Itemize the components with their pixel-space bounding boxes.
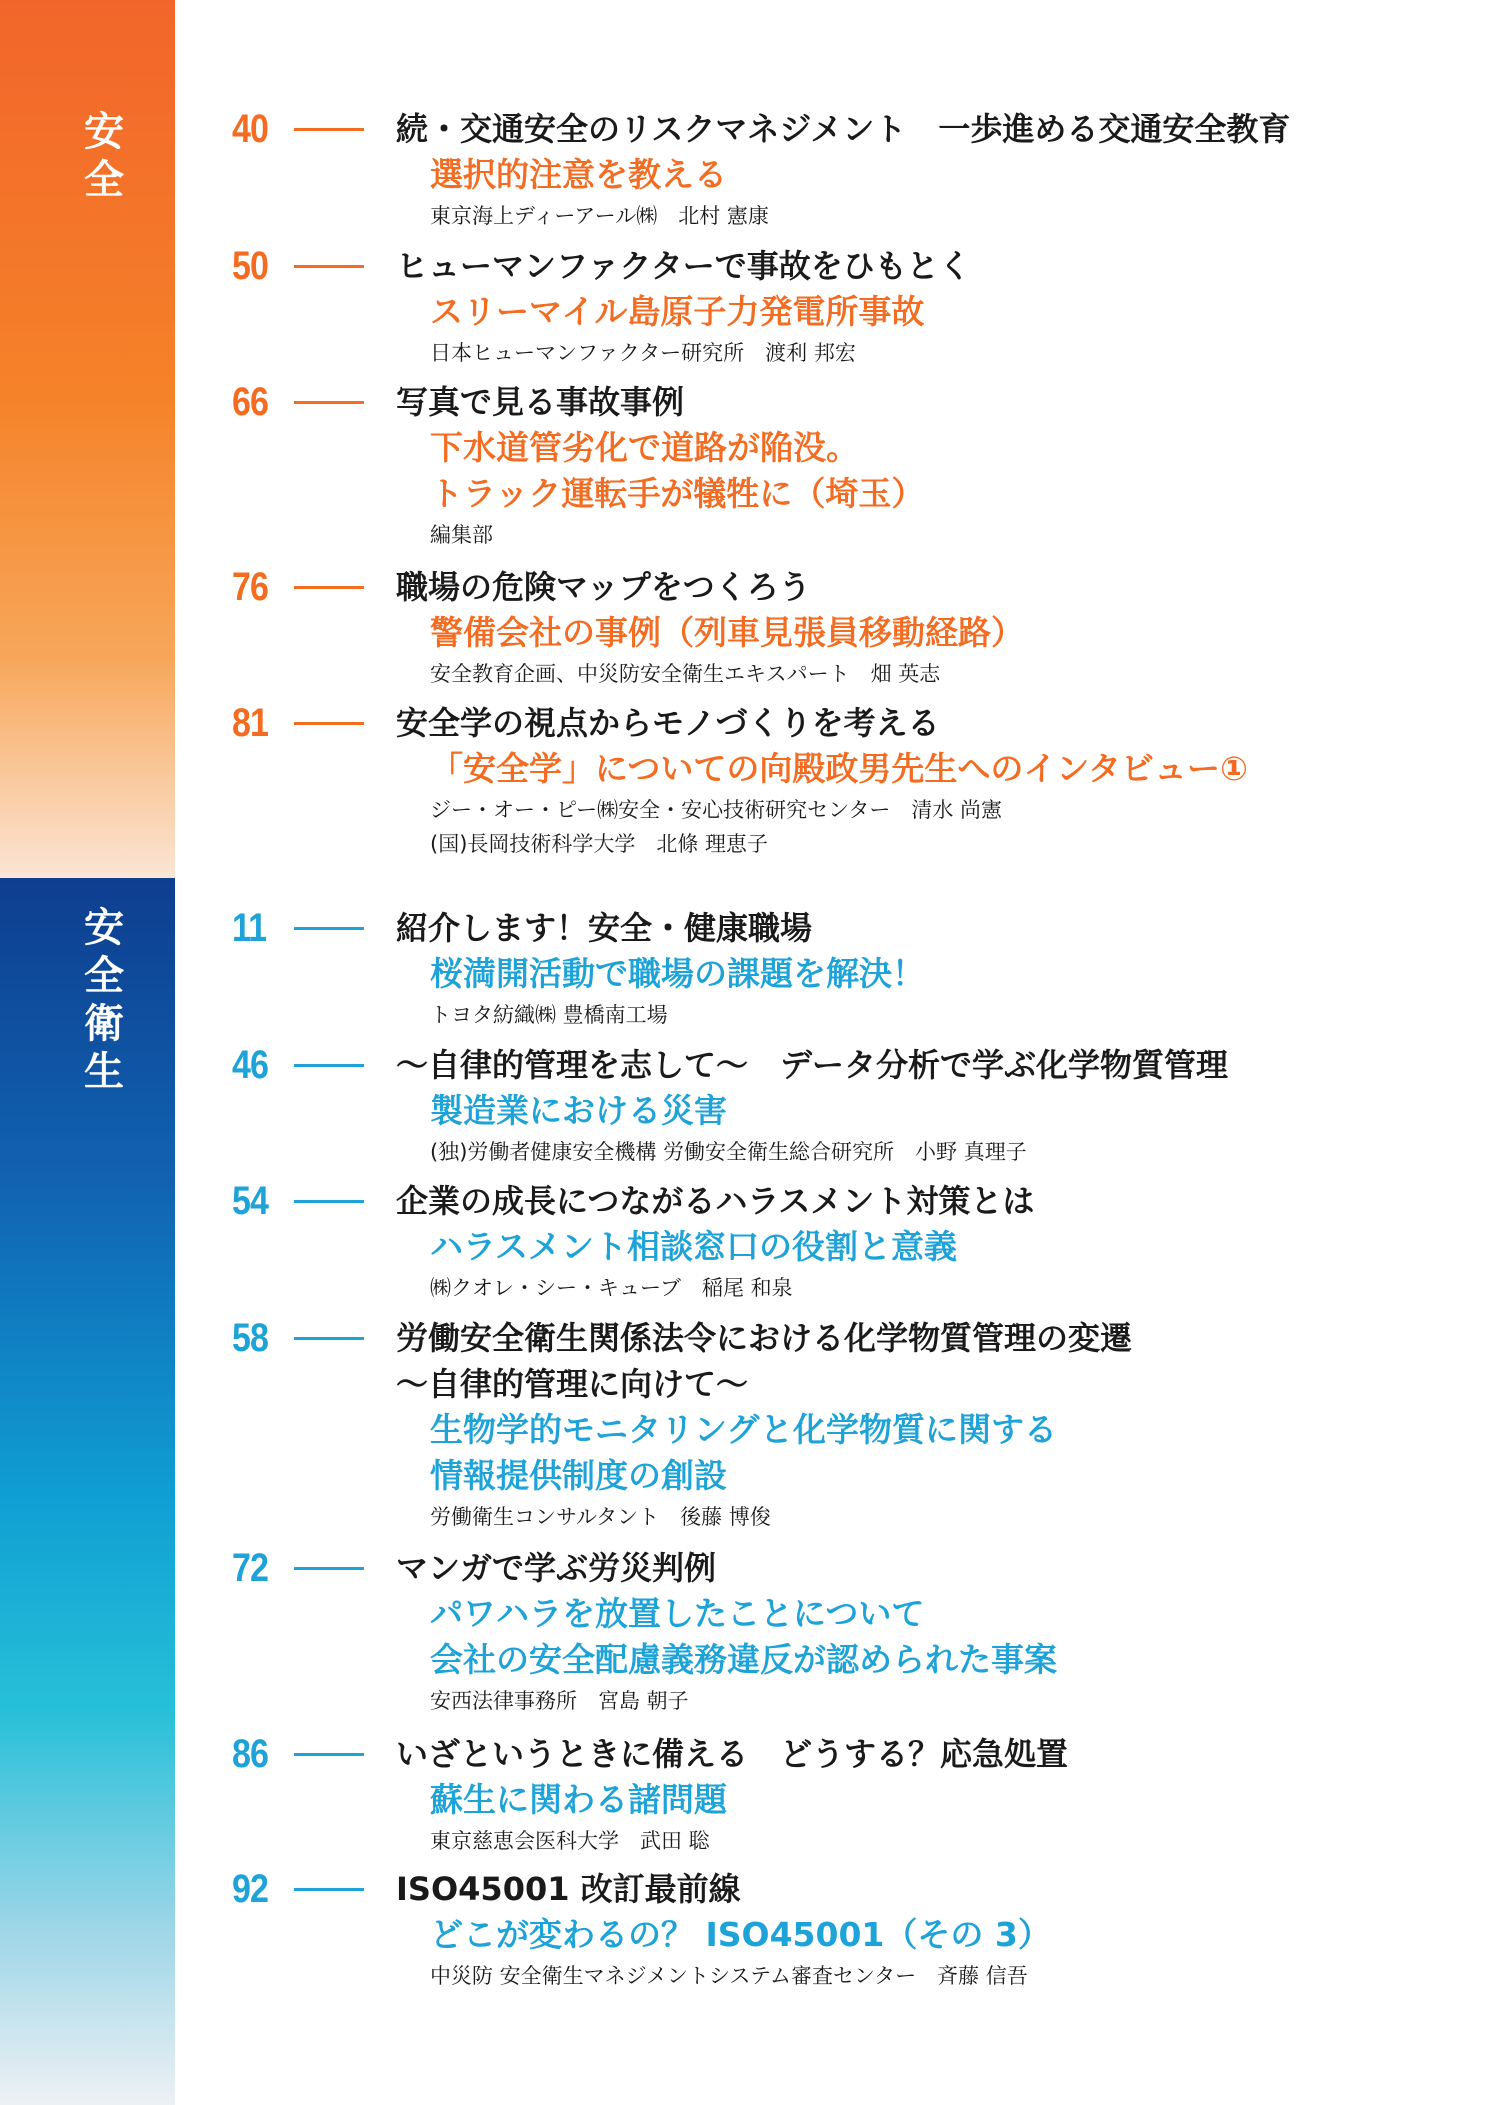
entry-text <box>396 1042 1456 1168</box>
article-headline: 情報提供制度の創設 <box>430 1456 727 1495</box>
page-number: 66 <box>232 380 269 424</box>
entry-text <box>396 106 1456 232</box>
safety-section-label: 安 全 <box>84 109 124 203</box>
article-headline: パワハラを放置したことについて <box>430 1594 925 1633</box>
article-headline: 製造業における災害 <box>430 1091 727 1130</box>
article-author: 東京海上ディーアール㈱ 北村 憲康 <box>430 204 769 228</box>
article-headline: 生物学的モニタリングと化学物質に関する <box>430 1410 1057 1449</box>
article-series-title: ヒューマンファクターで事故をひもとく <box>396 247 971 285</box>
leader-line <box>294 1337 364 1340</box>
leader-line <box>294 1888 364 1891</box>
article-headline: どこが変わるの？ ISO45001（その 3） <box>430 1915 1051 1954</box>
leader-line <box>294 128 364 131</box>
leader-line <box>294 1567 364 1570</box>
article-headline: 警備会社の事例（列車見張員移動経路） <box>430 613 1024 652</box>
article-headline: トラック運転手が犠牲に（埼玉） <box>430 474 925 513</box>
article-author: (国)長岡技術科学大学 北條 理恵子 <box>430 832 769 856</box>
page-number: 81 <box>232 701 269 745</box>
article-author: 東京慈恵会医科大学 武田 聡 <box>430 1829 710 1853</box>
article-author: ㈱クオレ・シー・キューブ 稲尾 和泉 <box>430 1276 793 1300</box>
leader-line <box>294 586 364 589</box>
article-headline: 蘇生に関わる諸問題 <box>430 1780 727 1819</box>
article-series-title: 写真で見る事故事例 <box>396 383 685 421</box>
page-number: 58 <box>232 1316 269 1360</box>
leader-line <box>294 927 364 930</box>
article-author: トヨタ紡織㈱ 豊橋南工場 <box>430 1003 668 1027</box>
leader-line <box>294 1753 364 1756</box>
page-number: 46 <box>232 1043 269 1087</box>
page-number: 40 <box>232 107 269 151</box>
leader-line <box>294 401 364 404</box>
article-author: ジー・オー・ピー㈱安全・安心技術研究センター 清水 尚憲 <box>430 798 1002 822</box>
page-number: 50 <box>232 244 269 288</box>
entry-text <box>396 700 1456 860</box>
article-author: (独)労働者健康安全機構 労働安全衛生総合研究所 小野 真理子 <box>430 1140 1027 1164</box>
leader-line <box>294 1200 364 1203</box>
article-headline: 下水道管劣化で道路が陥没。 <box>430 428 859 467</box>
article-series-title: 企業の成長につながるハラスメント対策とは <box>396 1182 1035 1220</box>
article-headline: 選択的注意を教える <box>430 155 727 194</box>
article-headline: スリーマイル島原子力発電所事故 <box>430 292 925 331</box>
article-series-title: 紹介します！安全・健康職場 <box>396 909 813 947</box>
article-author: 日本ヒューマンファクター研究所 渡利 邦宏 <box>430 341 856 365</box>
entry-text <box>396 1545 1456 1717</box>
page-number: 11 <box>232 906 267 950</box>
entry-text <box>396 1731 1456 1857</box>
entry-text <box>396 905 1456 1031</box>
article-headline: 「安全学」についての向殿政男先生へのインタビュー① <box>430 749 1248 788</box>
article-series-title: マンガで学ぶ労災判例 <box>396 1549 717 1587</box>
article-series-title: 続・交通安全のリスクマネジメント 一歩進める交通安全教育 <box>396 110 1291 148</box>
article-series-title: ～自律的管理を志して～ データ分析で学ぶ化学物質管理 <box>396 1046 1229 1084</box>
entry-text <box>396 564 1456 690</box>
article-author: 安全教育企画、中災防安全衛生エキスパート 畑 英志 <box>430 662 941 686</box>
entry-text <box>396 1178 1456 1304</box>
leader-line <box>294 1064 364 1067</box>
health-section-label: 安 全 衛 生 <box>84 905 124 1095</box>
entry-text <box>396 1866 1456 1992</box>
article-series-title: いざというときに備える どうする？応急処置 <box>396 1735 1069 1773</box>
article-series-title: 労働安全衛生関係法令における化学物質管理の変遷 <box>396 1319 1133 1357</box>
page-number: 92 <box>232 1867 269 1911</box>
article-headline: 会社の安全配慮義務違反が認められた事案 <box>430 1640 1057 1679</box>
article-author: 労働衛生コンサルタント 後藤 博俊 <box>430 1505 771 1529</box>
article-series-title: 職場の危険マップをつくろう <box>396 568 811 606</box>
article-author: 中災防 安全衛生マネジメントシステム審査センター 斉藤 信吾 <box>430 1964 1028 1988</box>
article-author: 安西法律事務所 宮島 朝子 <box>430 1689 689 1713</box>
page-number: 86 <box>232 1732 269 1776</box>
entry-text <box>396 243 1456 369</box>
article-headline: 桜満開活動で職場の課題を解決！ <box>430 954 925 993</box>
page-number: 72 <box>232 1546 269 1590</box>
article-author: 編集部 <box>430 523 493 547</box>
entry-text <box>396 1315 1456 1533</box>
article-headline: ハラスメント相談窓口の役割と意義 <box>430 1227 958 1266</box>
entry-text <box>396 379 1456 551</box>
article-series-title: ISO45001 改訂最前線 <box>396 1870 741 1908</box>
article-series-title: ～自律的管理に向けて～ <box>396 1365 749 1403</box>
leader-line <box>294 265 364 268</box>
page-number: 76 <box>232 565 269 609</box>
leader-line <box>294 722 364 725</box>
article-series-title: 安全学の視点からモノづくりを考える <box>396 704 940 742</box>
page-number: 54 <box>232 1179 269 1223</box>
